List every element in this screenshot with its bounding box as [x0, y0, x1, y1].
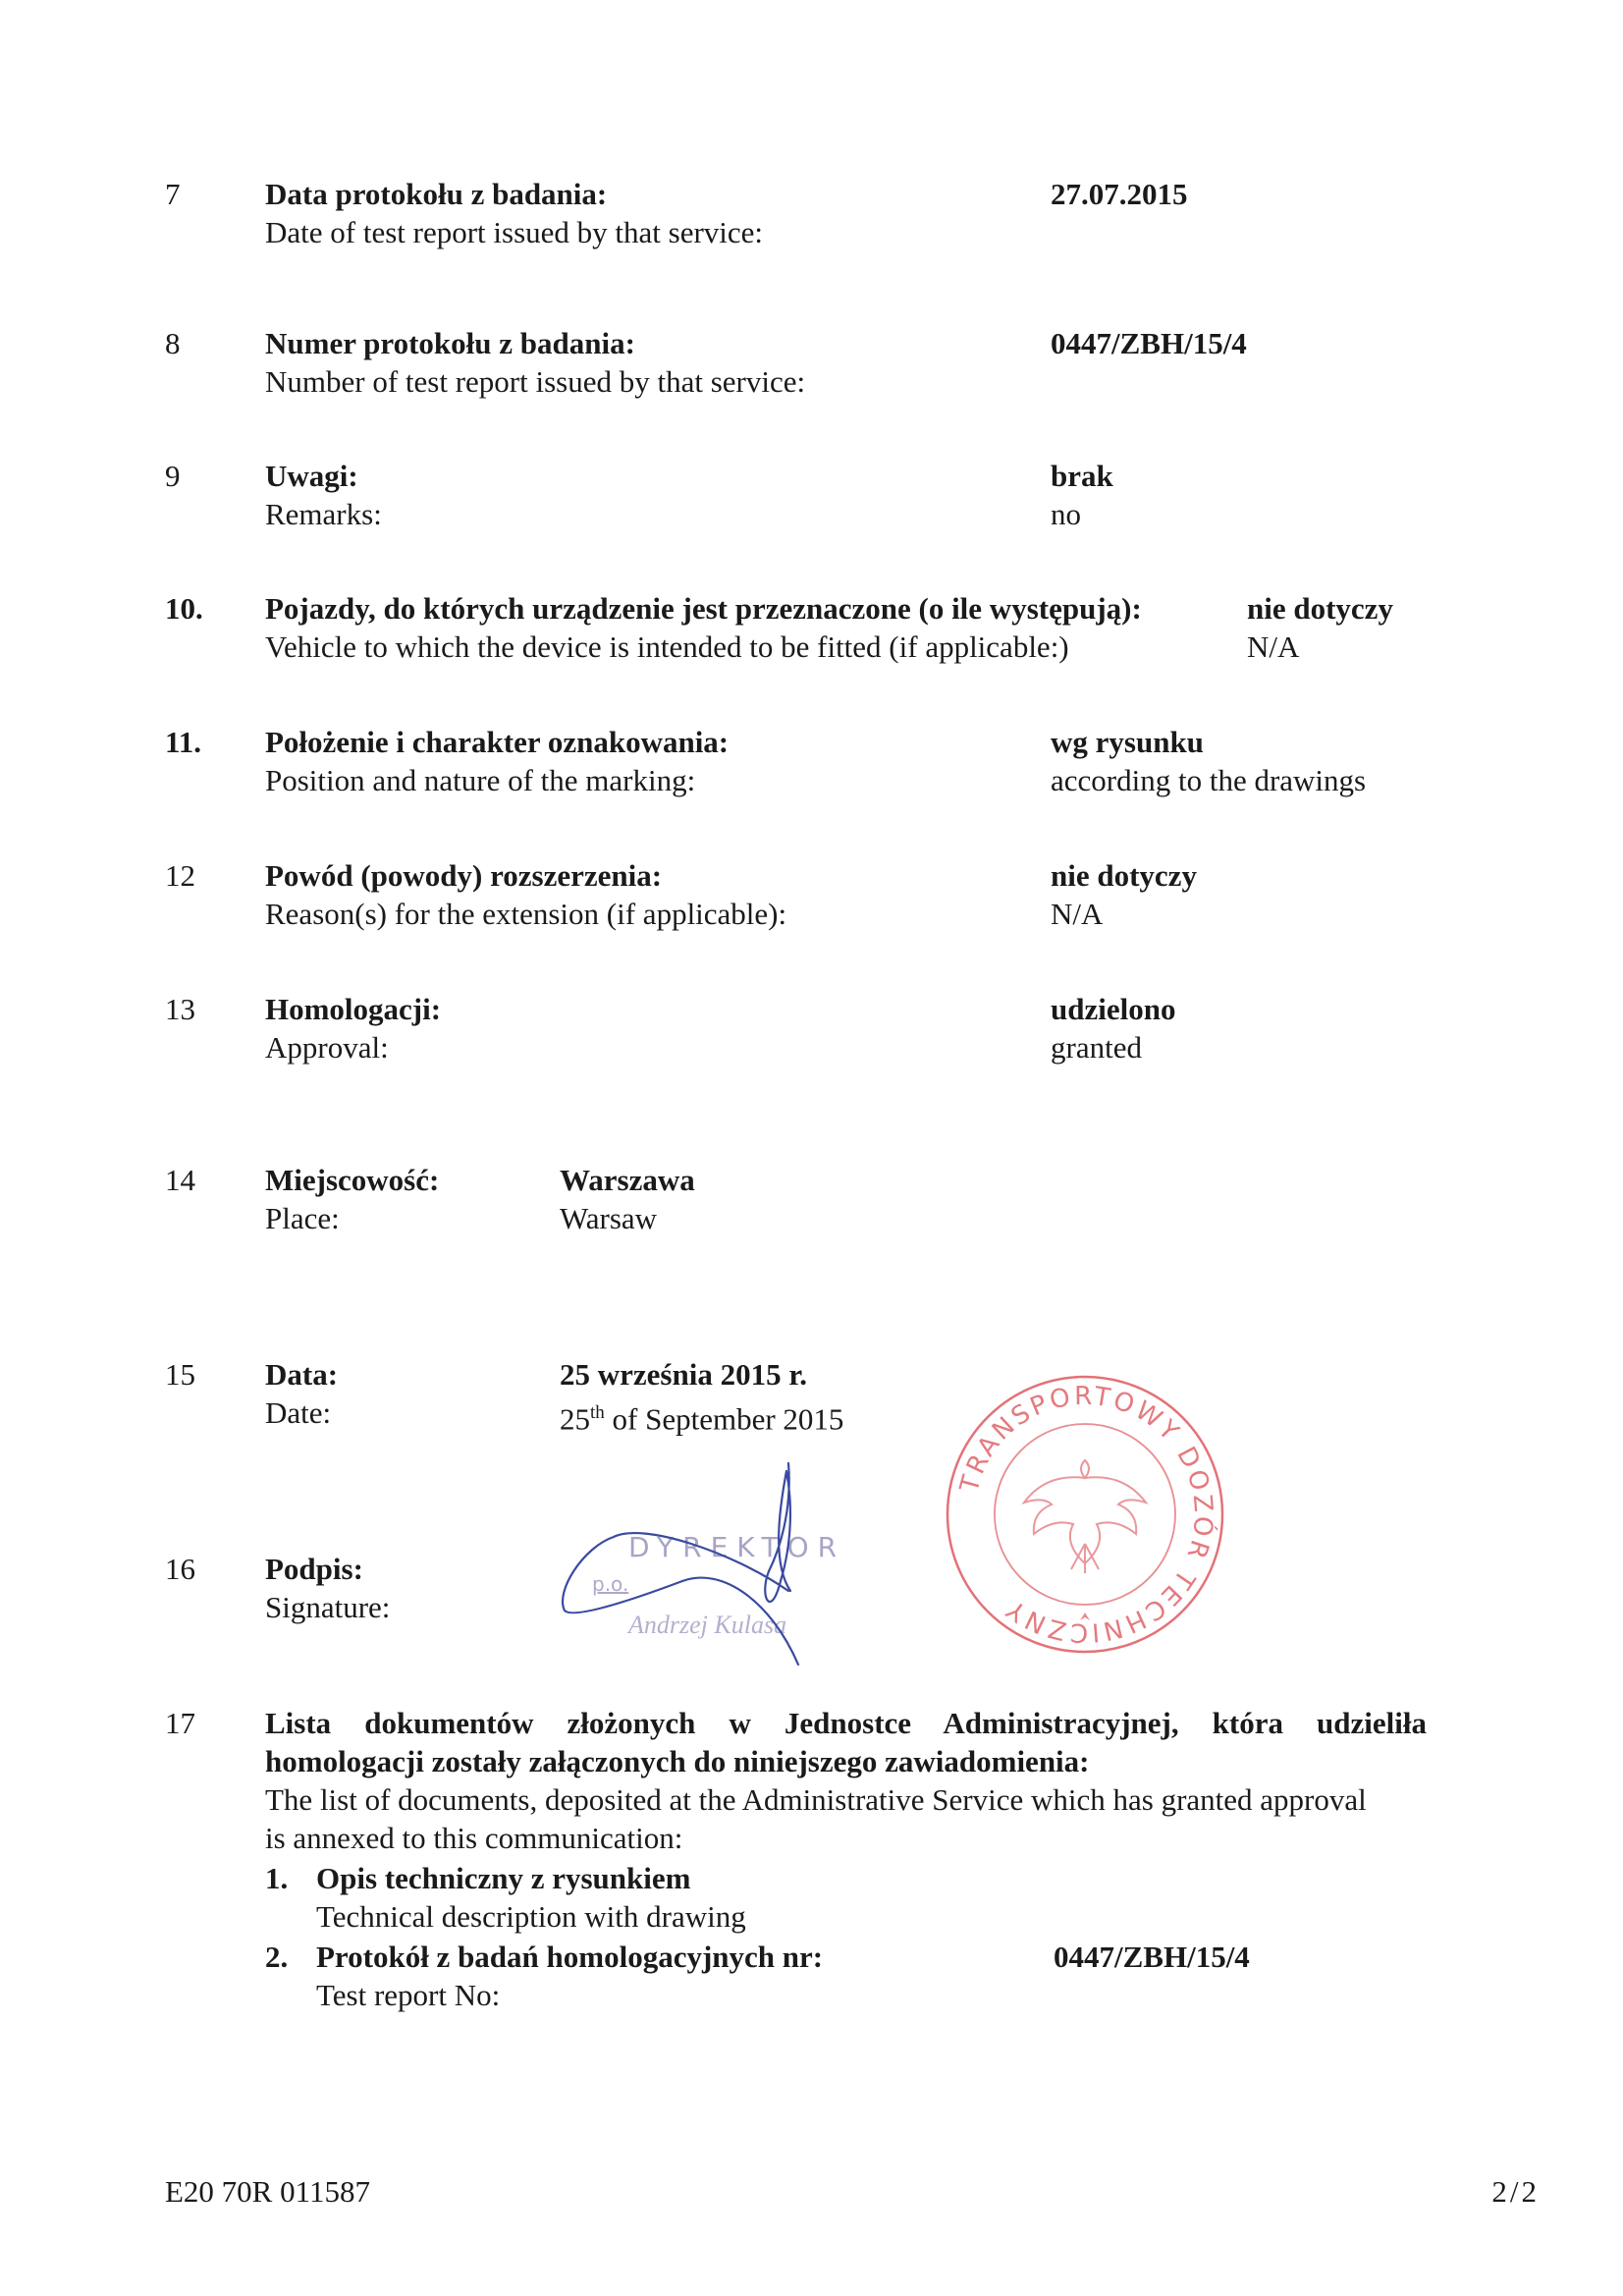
item-7-label-pl: Data protokołu z badania:	[265, 177, 608, 211]
item-7-value: 27.07.2015	[1051, 177, 1188, 211]
document-list-item-2-value: 0447/ZBH/15/4	[1054, 1940, 1250, 1974]
director-stamp-name: Andrzej Kulasa	[628, 1611, 787, 1639]
item-17-label-pl-line2: homologacji zostały załączonych do niniejszego zawiadomienia:	[265, 1744, 1090, 1778]
item-17-label-en-line1: The list of documents, deposited at the Administrative Service which has granted approval	[265, 1782, 1367, 1817]
item-13-label-pl: Homologacji:	[265, 992, 442, 1026]
item-11-label-pl: Położenie i charakter oznakowania:	[265, 725, 730, 759]
item-16-label-en: Signature:	[265, 1590, 391, 1624]
item-12-number: 12	[165, 858, 195, 893]
item-13-number: 13	[165, 992, 195, 1026]
item-8-number: 8	[165, 326, 181, 360]
director-stamp-title: DYREKTOR	[628, 1531, 846, 1563]
item-12-value-pl: nie dotyczy	[1051, 858, 1197, 893]
item-12-label-pl: Powód (powody) rozszerzenia:	[265, 858, 663, 893]
item-11-value-en: according to the drawings	[1051, 763, 1367, 797]
item-14-label-en: Place:	[265, 1201, 340, 1235]
item-11-label-en: Position and nature of the marking:	[265, 763, 696, 797]
item-9-number: 9	[165, 459, 181, 493]
item-13-value-pl: udzielono	[1051, 992, 1176, 1026]
item-9-value-en: no	[1051, 497, 1081, 531]
item-14-value-pl: Warszawa	[560, 1163, 695, 1197]
item-9-label-en: Remarks:	[265, 497, 382, 531]
item-10-label-en: Vehicle to which the device is intended to be fitted (if applicable:)	[265, 629, 1069, 664]
item-13-label-en: Approval:	[265, 1030, 389, 1065]
item-16-number: 16	[165, 1552, 195, 1586]
item-14-label-pl: Miejscowość:	[265, 1163, 440, 1197]
item-15-value-pl: 25 września 2015 r.	[560, 1357, 807, 1392]
item-13-value-en: granted	[1051, 1030, 1142, 1065]
item-11-value-pl: wg rysunku	[1051, 725, 1204, 759]
item-10-label-pl: Pojazdy, do których urządzenie jest przeznaczone (o ile występują):	[265, 591, 1142, 626]
item-7-label-en: Date of test report issued by that service:	[265, 215, 764, 249]
document-list-item-2-label-en: Test report No:	[316, 1978, 501, 2012]
eagle-emblem-icon	[1024, 1460, 1146, 1573]
item-8-label-pl: Numer protokołu z badania:	[265, 326, 635, 360]
item-12-label-en: Reason(s) for the extension (if applicable):	[265, 897, 787, 931]
document-list-item-2-number: 2.	[265, 1940, 289, 1974]
item-7-number: 7	[165, 177, 181, 211]
item-14-number: 14	[165, 1163, 195, 1197]
official-stamp	[938, 1367, 1232, 1662]
item-15-value-en-ordinal: th	[590, 1402, 605, 1423]
item-11-number: 11.	[165, 725, 202, 759]
item-9-label-pl: Uwagi:	[265, 459, 358, 493]
item-14-value-en: Warsaw	[560, 1201, 658, 1235]
item-17-label-en-line2: is annexed to this communication:	[265, 1821, 683, 1855]
document-list-item-1-number: 1.	[265, 1861, 289, 1895]
footer-approval-code: E20 70R 011587	[165, 2174, 370, 2209]
footer-page-number: 2/2	[1491, 2174, 1540, 2209]
item-16-label-pl: Podpis:	[265, 1552, 363, 1586]
item-8-value: 0447/ZBH/15/4	[1051, 326, 1247, 360]
item-8-label-en: Number of test report issued by that service:	[265, 364, 806, 399]
item-12-value-en: N/A	[1051, 897, 1104, 931]
item-15-value-en	[560, 1394, 843, 1438]
item-17-number: 17	[165, 1706, 195, 1740]
document-list-item-1-label-pl: Opis techniczny z rysunkiem	[316, 1861, 691, 1895]
director-stamp-prefix: p.o.	[592, 1572, 629, 1596]
item-17-label-pl-line1: Lista dokumentów złożonych w Jednostce Administracyjnej, która udzieliła	[265, 1706, 1427, 1740]
item-15-value-en-day: 25	[560, 1401, 590, 1437]
document-list-item-1-label-en: Technical description with drawing	[316, 1899, 746, 1934]
document-list-item-2-label-pl: Protokół z badań homologacyjnych nr:	[316, 1940, 824, 1974]
item-10-value-en: N/A	[1247, 629, 1300, 664]
item-15-label-en: Date:	[265, 1395, 332, 1430]
item-15-number: 15	[165, 1357, 195, 1392]
stamp-text: TRANSPORTOWY DOZÓR TECHNICZNY	[954, 1381, 1218, 1648]
item-9-value-pl: brak	[1051, 459, 1113, 493]
item-10-number: 10.	[165, 591, 203, 626]
item-15-value-en-rest: of September 2015	[604, 1401, 844, 1437]
item-15-label-pl: Data:	[265, 1357, 339, 1392]
signature	[535, 1444, 859, 1679]
item-10-value-pl: nie dotyczy	[1247, 591, 1393, 626]
